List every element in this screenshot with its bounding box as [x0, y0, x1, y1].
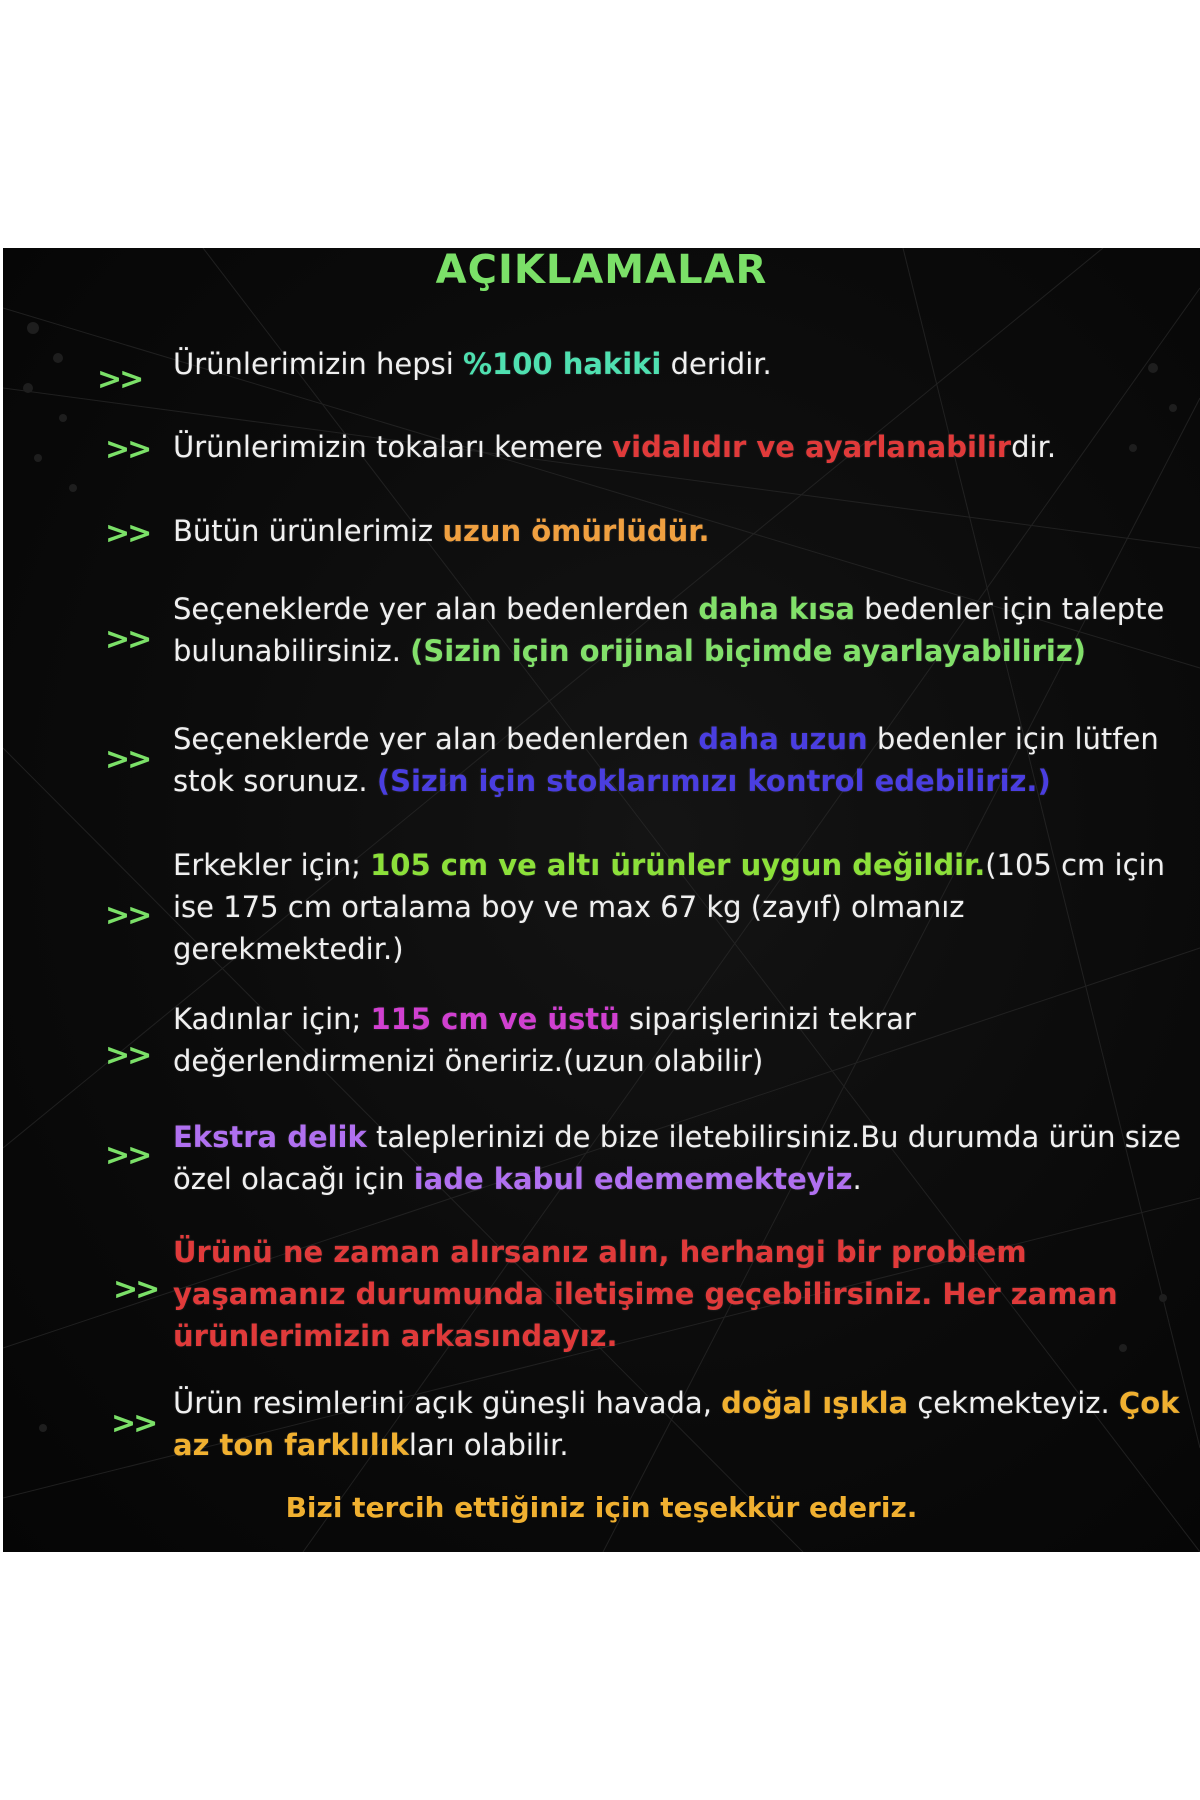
bullet-arrow-icon: >> [105, 898, 150, 933]
thank-you-footer: Bizi tercih ettiğiniz için teşekkür ederiz. [285, 1491, 918, 1524]
list-item: Kadınlar için; 115 cm ve üstü siparişlerinizi tekrar değerlendirmenizi öneririz.(uzun olabilir) [173, 1002, 916, 1078]
bullet-arrow-icon: >> [105, 516, 150, 551]
list-item: Ürünü ne zaman alırsanız alın, herhangi bir problem yaşamanız durumunda iletişime geçebilirsiniz. Her zaman ürünlerimizin arkasındayız. [173, 1235, 1118, 1353]
description-panel [3, 248, 1200, 1552]
list-item: Bütün ürünlerimiz uzun ömürlüdür. [173, 514, 710, 548]
list-item: Seçeneklerde yer alan bedenlerden daha kısa bedenler için talepte bulunabilirsiniz. (Sizin için orijinal biçimde ayarlayabiliriz) [173, 592, 1165, 668]
bullet-arrow-icon: >> [105, 432, 150, 467]
bullet-arrow-icon: >> [105, 622, 150, 657]
list-item: Ekstra delik taleplerinizi de bize iletebilirsiniz.Bu durumda ürün size özel olacağı için iade kabul edememekteyiz. [173, 1120, 1181, 1196]
list-item: Ürünlerimizin hepsi %100 hakiki deridir. [173, 347, 772, 381]
list-item: Ürünlerimizin tokaları kemere vidalıdır ve ayarlanabilirdir. [173, 430, 1057, 464]
list-item: Ürün resimlerini açık güneşli havada, doğal ışıkla çekmekteyiz. Çok az ton farklılıkları olabilir. [173, 1386, 1180, 1462]
page-title: AÇIKLAMALAR [435, 248, 768, 293]
bullet-arrow-icon: >> [105, 742, 150, 777]
bullet-arrow-icon: >> [113, 1272, 158, 1307]
bullet-arrow-icon: >> [111, 1406, 156, 1441]
list-item: Erkekler için; 105 cm ve altı ürünler uygun değildir.(105 cm için ise 175 cm ortalama boy ve max 67 kg (zayıf) olmanız gerekmektedir.) [173, 848, 1165, 966]
list-item: Seçeneklerde yer alan bedenlerden daha uzun bedenler için lütfen stok sorunuz. (Sizin için stoklarımızı kontrol edebiliriz.) [173, 722, 1159, 798]
bullet-arrow-icon: >> [105, 1138, 150, 1173]
bullet-arrow-icon: >> [105, 1038, 150, 1073]
bullet-arrow-icon: >> [97, 362, 142, 397]
